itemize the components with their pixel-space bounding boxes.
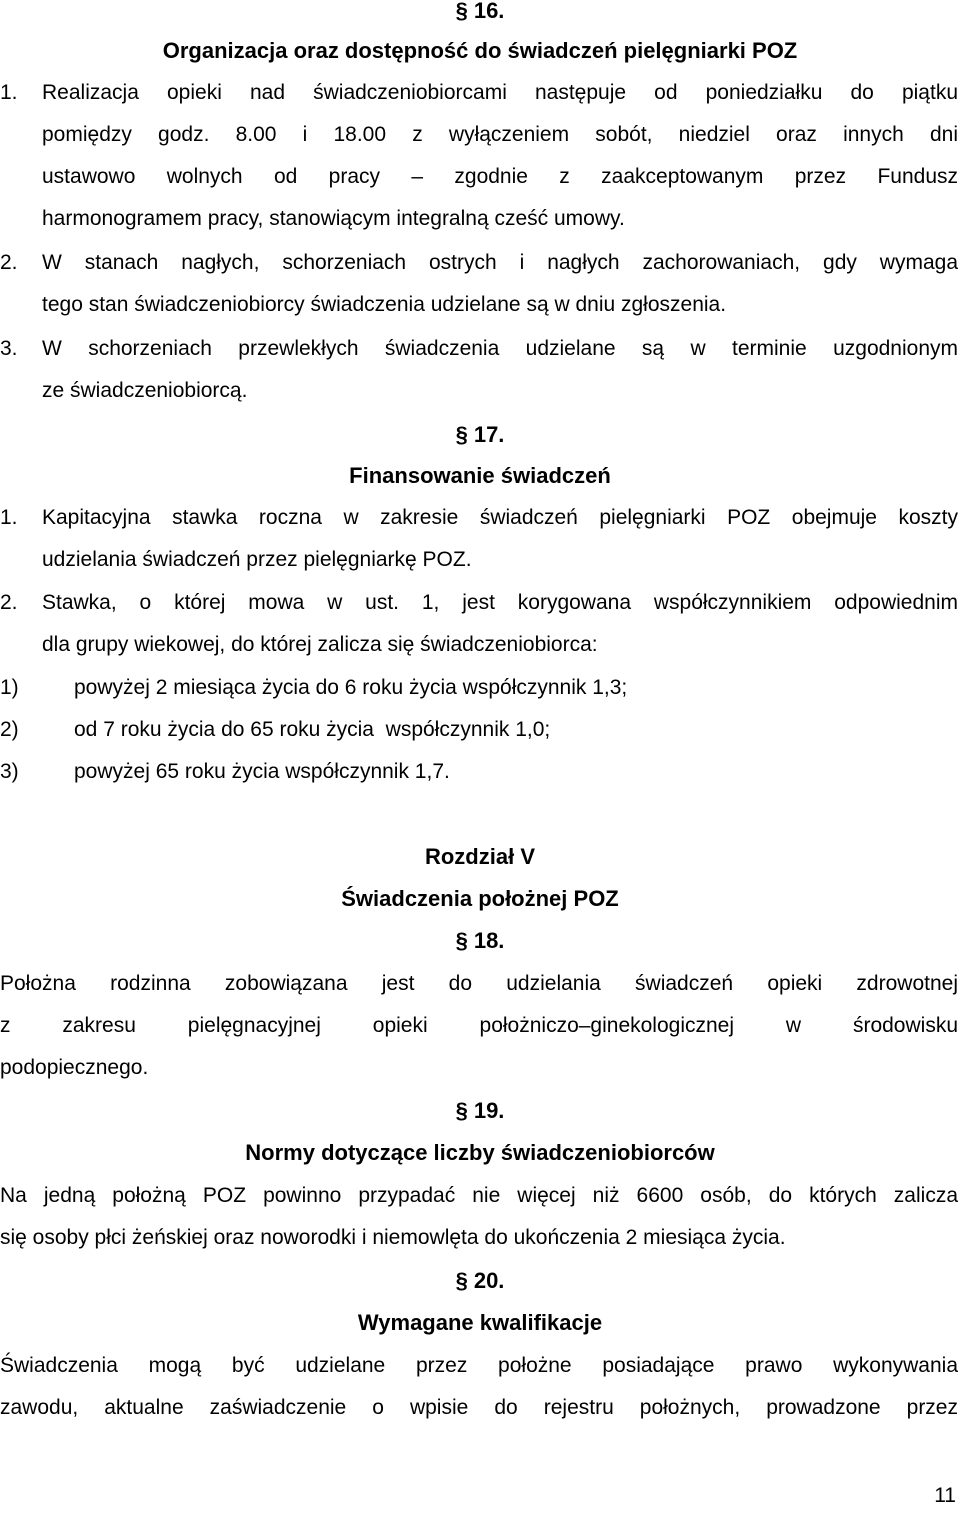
section-16-title: Organizacja oraz dostępność do świadczeń pielęgniarki POZ [162,38,798,63]
subitem-number: 3) [0,760,19,783]
subitem-text: powyżej 2 miesiąca życia do 6 roku życia współczynnik 1,3; [74,676,628,699]
subitem-text: powyżej 65 roku życia współczynnik 1,7. [74,760,450,783]
item-number: 1. [0,81,18,104]
section-18-mark [0,920,960,962]
section-16-mark [0,0,960,32]
s16-item-3 [0,328,958,412]
item-number: 2. [0,591,18,614]
item-line: harmonogramem pracy, stanowiącym integralną cześć umowy. [42,207,625,230]
item-number: 1. [0,506,18,529]
item-line: dla grupy wiekowej, do której zalicza się świadczeniobiorca: [42,633,598,656]
section-symbol: § [455,0,468,23]
item-line: Stawka, o której mowa w ust. 1, jest korygowana współczynnikiem odpowiednim [42,591,958,614]
section-symbol: § [455,1268,468,1293]
item-number: 3. [0,337,18,360]
paragraph-line: z zakresu pielęgnacyjnej opieki położniczo–ginekologicznej w środowisku [0,1014,958,1037]
page-number: 11 [934,1484,956,1507]
section-18-paragraph [0,963,958,1089]
section-19-mark [0,1090,960,1132]
s16-item-1 [0,72,958,240]
item-line: tego stan świadczeniobiorcy świadczenia udzielane są w dniu zgłoszenia. [42,293,727,316]
paragraph-line: podopiecznego. [0,1056,149,1079]
section-number: 18. [473,928,505,953]
item-line: ze świadczeniobiorcą. [42,379,248,402]
chapter-label: Rozdział V [424,844,535,869]
paragraph-line: się osoby płci żeńskiej oraz noworodki i niemowlęta do ukończenia 2 miesiąca życia. [0,1226,786,1249]
s17-item-1 [0,497,958,581]
subitem-number: 1) [0,676,19,699]
item-line: Realizacja opieki nad świadczeniobiorcami następuje od poniedziałku do piątku [42,81,958,104]
section-20-mark [0,1260,960,1302]
section-20-paragraph [0,1345,958,1429]
section-symbol: § [455,928,468,953]
item-line: W stanach nagłych, schorzeniach ostrych i nagłych zachorowaniach, gdy wymaga [42,251,958,274]
section-number: 19. [473,1098,505,1123]
paragraph-line: Położna rodzinna zobowiązana jest do udzielania świadczeń opieki zdrowotnej [0,972,958,995]
paragraph-line: Na jedną położną POZ powinno przypadać nie więcej niż 6600 osób, do których zalicza [0,1184,958,1207]
section-17-mark [0,414,960,456]
item-line: udzielania świadczeń przez pielęgniarkę POZ. [42,548,472,571]
paragraph-line: Świadczenia mogą być udzielane przez położne posiadające prawo wykonywania [0,1354,958,1377]
section-17-title: Finansowanie świadczeń [349,463,611,488]
chapter-title: Świadczenia położnej POZ [341,886,619,911]
section-number: 20. [473,1268,505,1293]
section-symbol: § [455,422,468,447]
subitem-text: od 7 roku życia do 65 roku życia współczynnik 1,0; [74,718,551,741]
item-line: pomiędzy godz. 8.00 i 18.00 z wyłączeniem sobót, niedziel oraz innych dni [42,123,958,146]
s16-item-2 [0,242,958,326]
section-20-title: Wymagane kwalifikacje [357,1310,603,1335]
subitem-number: 2) [0,718,19,741]
item-line: W schorzeniach przewlekłych świadczenia udzielane są w terminie uzgodnionym [42,337,958,360]
s17-item-2 [0,582,958,666]
paragraph-line: zawodu, aktualne zaświadczenie o wpisie do rejestru położnych, prowadzone przez [0,1396,958,1419]
item-line: Kapitacyjna stawka roczna w zakresie świadczeń pielęgniarki POZ obejmuje koszty [42,506,958,529]
item-number: 2. [0,251,18,274]
section-symbol: § [455,1098,468,1123]
item-line: ustawowo wolnych od pracy – zgodnie z zaakceptowanym przez Fundusz [42,165,958,188]
section-number: 17. [473,422,505,447]
section-number: 16. [473,0,505,23]
section-19-title: Normy dotyczące liczby świadczeniobiorców [245,1140,715,1165]
section-19-paragraph [0,1175,958,1259]
